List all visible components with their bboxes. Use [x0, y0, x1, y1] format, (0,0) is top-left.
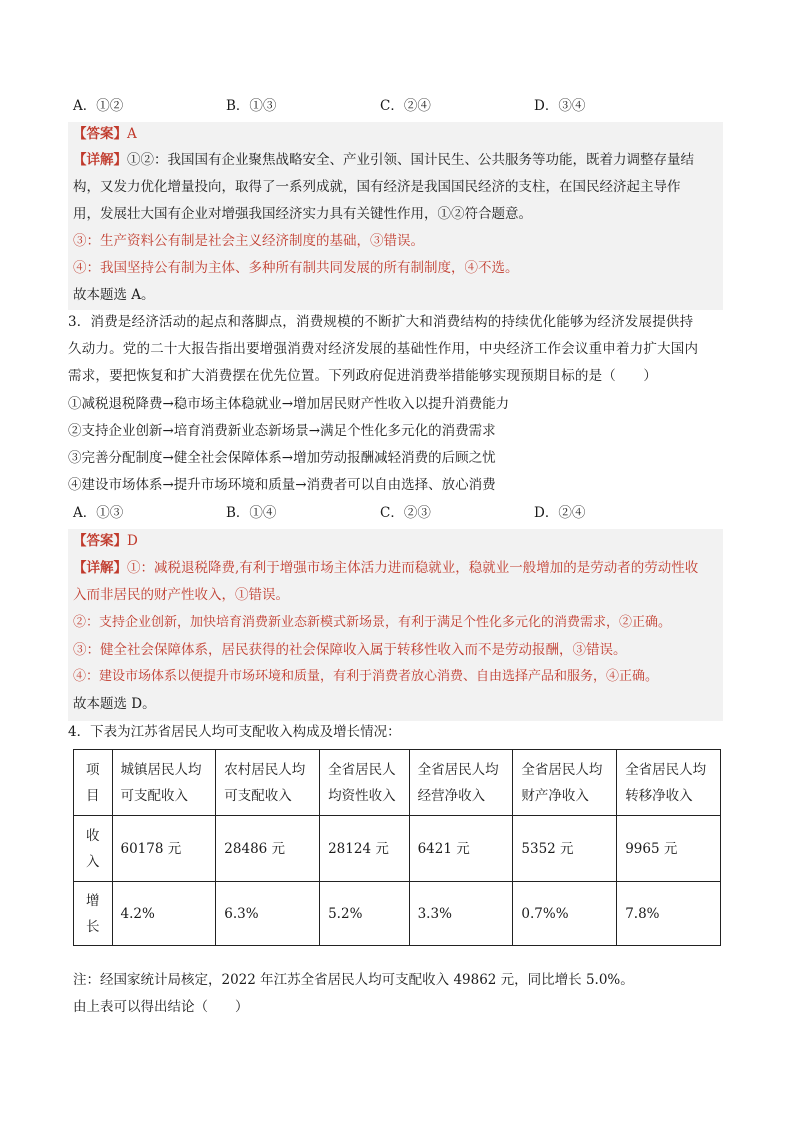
q3-item: ③完善分配制度→健全社会保障体系→增加劳动报酬减轻消费的后顾之忧: [68, 450, 496, 466]
q2-detail-line: [73, 150, 694, 170]
cell-text: 项: [86, 761, 100, 778]
table-cell: 5.2%: [320, 882, 410, 946]
cell-text: 全省居民人均: [417, 761, 499, 778]
table-cell: 60178 元: [112, 816, 216, 882]
table-cell: 5352 元: [513, 816, 617, 882]
table-header-cell: [74, 750, 113, 816]
q2-answer: [73, 124, 137, 144]
q2-option-b: B．①③: [226, 98, 277, 114]
q3-option-a: A．①③: [73, 505, 124, 521]
cell-text: 增: [86, 892, 100, 909]
q3-stem-line: 需求，要把恢复和扩大消费摆在优先位置。下列政府促进消费举措能够实现预期目标的是（ ）: [68, 368, 658, 384]
cell-text: 农村居民人均: [224, 761, 306, 778]
q3-item: ④建设市场体系→提升市场环境和质量→消费者可以自由选择、放心消费: [68, 477, 496, 493]
q4-stem: 4．下表为江苏省居民人均可支配收入构成及增长情况：: [68, 724, 401, 740]
q3-item: ①减税退税降费→稳市场主体稳就业→增加居民财产性收入以提升消费能力: [68, 396, 510, 412]
q3-stem-line: 久动力。党的二十大报告指出要增强消费对经济发展的基础性作用，中央经济工作会议重申着力扩大国内: [68, 341, 699, 357]
table-header-cell: [409, 750, 513, 816]
detail-text: ①：减税退税降费,有利于增强市场主体活力进而稳就业，稳就业一般增加的是劳动者的劳动性收: [127, 560, 699, 576]
cell-text: 长: [86, 918, 100, 935]
table-cell: 4.2%: [112, 882, 216, 946]
q2-detail-red-line: ③：生产资料公有制是社会主义经济制度的基础，③错误。: [73, 233, 424, 249]
q2-detail-red-line: ④：我国坚持公有制为主体、多种所有制共同发展的所有制制度，④不选。: [73, 260, 519, 276]
q3-detail-line: [73, 558, 698, 578]
q2-detail-line: 构，又发力优化增量投向，取得了一系列成就，国有经济是我国国民经济的支柱，在国民经济起主导作: [73, 179, 681, 195]
table-header-cell: [216, 750, 320, 816]
table-cell: 9965 元: [617, 816, 721, 882]
answer-value: D: [127, 533, 138, 549]
table-row-label: [74, 816, 113, 882]
income-table: [73, 749, 721, 946]
q3-item: ②支持企业创新→培育消费新业态新场景→满足个性化多元化的消费需求: [68, 423, 496, 439]
cell-text: 经营净收入: [417, 787, 486, 804]
cell-text: 均资性收入: [328, 787, 396, 804]
detail-label: 【详解】: [73, 152, 127, 168]
cell-text: 城镇居民人均: [120, 761, 202, 778]
table-cell: 28124 元: [320, 816, 410, 882]
table-cell: 28486 元: [216, 816, 320, 882]
table-row: [74, 882, 721, 946]
q3-detail-red-line: ③：健全社会保障体系，居民获得的社会保障收入属于转移性收入而不是劳动报酬，③错误。: [73, 642, 627, 658]
q2-option-c: C．②④: [380, 98, 431, 114]
q3-answer: [73, 531, 138, 551]
q3-conclusion: 故本题选 D。: [73, 696, 156, 712]
table-row: [74, 750, 721, 816]
q2-detail-line: 用，发展壮大国有企业对增强我国经济实力具有关键性作用，①②符合题意。: [73, 206, 532, 222]
cell-text: 收: [86, 827, 100, 844]
q3-detail-red-line: ④：建设市场体系以便提升市场环境和质量，有利于消费者放心消费、自由选择产品和服务，④正确。: [73, 669, 659, 684]
cell-text: 全省居民人均: [521, 761, 603, 778]
table-row: [74, 816, 721, 882]
q2-option-d: D．③④: [534, 98, 586, 114]
q3-option-d: D．②④: [534, 505, 586, 521]
cell-text: 可支配收入: [120, 787, 188, 804]
cell-text: 入: [86, 853, 100, 870]
cell-text: 全省居民人: [328, 761, 396, 778]
table-cell: 0.7%%: [513, 882, 617, 946]
cell-text: 可支配收入: [224, 787, 292, 804]
table-header-cell: [617, 750, 721, 816]
q3-option-b: B．①④: [226, 505, 277, 521]
q3-option-c: C．②③: [380, 505, 431, 521]
cell-text: 全省居民人均: [625, 761, 707, 778]
q3-detail-red-line: ②：支持企业创新，加快培育消费新业态新模式新场景，有利于满足个性化多元化的消费需求，②正确。: [73, 615, 672, 630]
table-cell: 3.3%: [409, 882, 513, 946]
cell-text: 财产净收入: [521, 787, 589, 804]
answer-value: A: [127, 126, 137, 142]
q4-question: 由上表可以得出结论（ ）: [73, 999, 249, 1015]
table-cell: 7.8%: [617, 882, 721, 946]
q2-conclusion: 故本题选 A。: [73, 287, 155, 303]
table-header-cell: [513, 750, 617, 816]
q3-stem-line: 3．消费是经济活动的起点和落脚点，消费规模的不断扩大和消费结构的持续优化能够为经济发展提供持: [68, 314, 694, 330]
cell-text: 目: [86, 787, 100, 804]
answer-label: 【答案】: [73, 126, 127, 142]
table-header-cell: [320, 750, 410, 816]
q4-note: 注：经国家统计局核定，2022 年江苏全省居民人均可支配收入 49862 元，同比增长 5.0%。: [73, 972, 634, 988]
detail-label: 【详解】: [73, 560, 127, 576]
table-cell: 6.3%: [216, 882, 320, 946]
answer-label: 【答案】: [73, 533, 127, 549]
table-cell: 6421 元: [409, 816, 513, 882]
table-header-cell: [112, 750, 216, 816]
q3-detail-line: 入而非居民的财产性收入，①错误。: [73, 587, 289, 603]
table-row-label: [74, 882, 113, 946]
q2-option-a: A．①②: [73, 98, 124, 114]
detail-text: ①②：我国国有企业聚焦战略安全、产业引领、国计民生、公共服务等功能，既着力调整存量结: [127, 152, 694, 168]
cell-text: 转移净收入: [625, 787, 693, 804]
